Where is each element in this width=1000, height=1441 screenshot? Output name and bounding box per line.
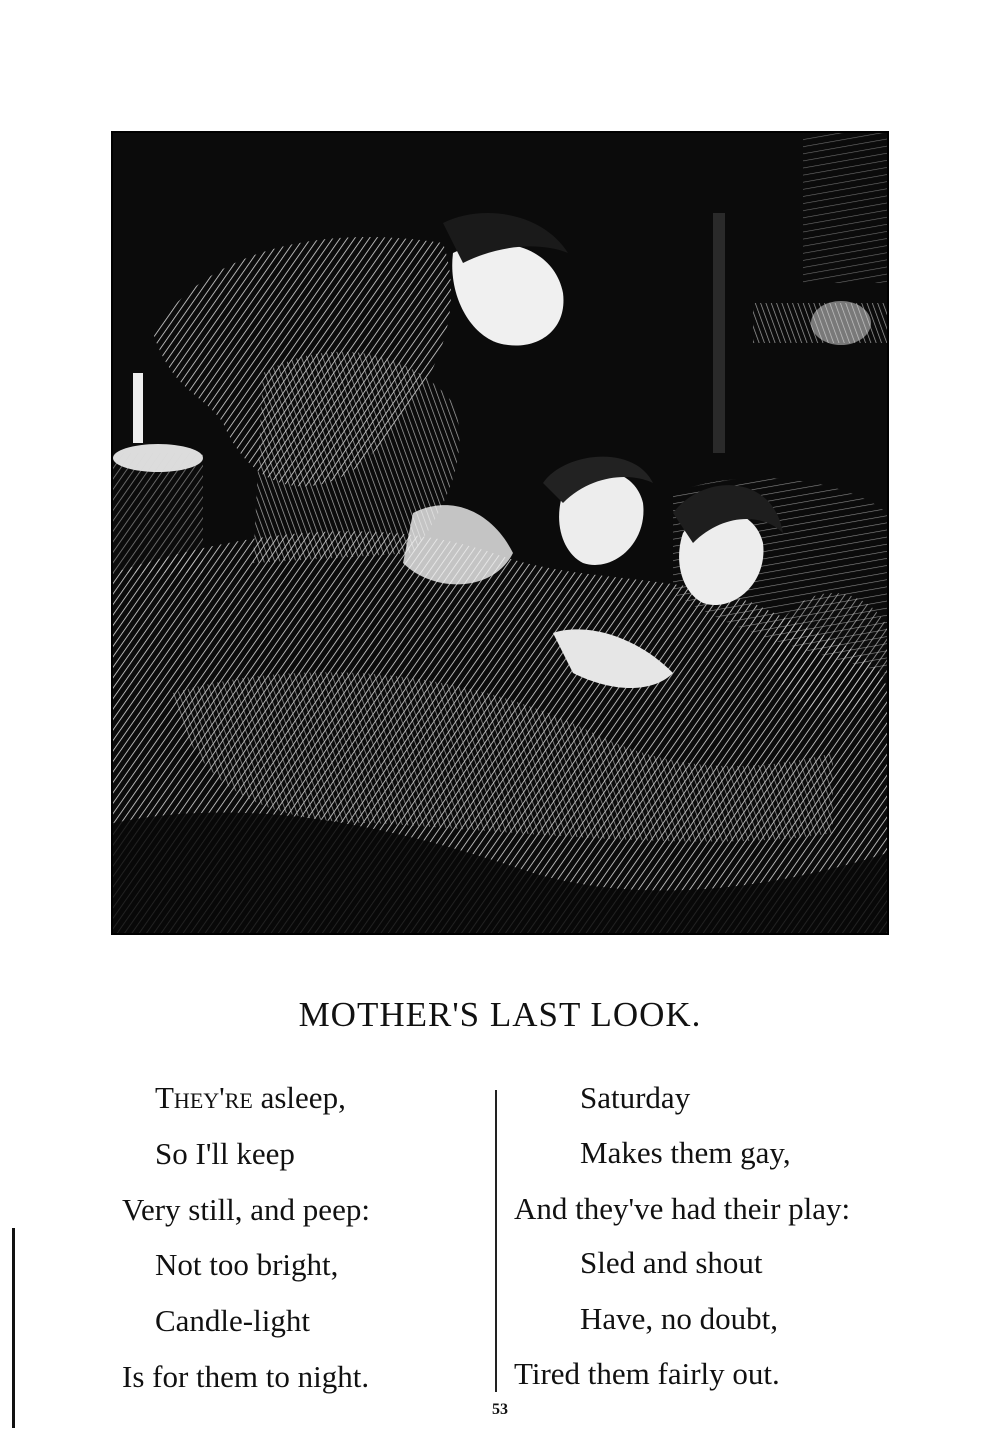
right-line-5: Have, no doubt,: [580, 1301, 779, 1336]
poem-title: MOTHER'S LAST LOOK.: [298, 995, 702, 1034]
left-line-5: Candle-light: [155, 1303, 310, 1338]
left-line-1: [155, 1078, 346, 1118]
right-line-4: Sled and shout: [580, 1245, 763, 1280]
page-number: 53: [492, 1401, 508, 1418]
left-line-1-capital: They: [155, 1080, 220, 1115]
right-line-2: Makes them gay,: [580, 1135, 791, 1170]
left-line-4: Not too bright,: [155, 1247, 339, 1282]
engraving-illustration: [111, 131, 889, 935]
column-divider: [495, 1090, 497, 1392]
right-line-3: And they've had their play:: [514, 1191, 851, 1226]
left-line-1-end: asleep,: [252, 1080, 346, 1115]
margin-binding-line: [12, 1228, 15, 1428]
right-line-6: Tired them fairly out.: [514, 1356, 780, 1391]
left-line-2: So I'll keep: [155, 1136, 295, 1171]
left-line-3: Very still, and peep:: [122, 1192, 370, 1227]
engraving-mother-and-children: [113, 133, 887, 933]
right-line-1: Saturday: [580, 1080, 691, 1115]
left-line-1-small-caps: 're: [219, 1080, 253, 1115]
left-line-6: Is for them to night.: [122, 1359, 370, 1394]
